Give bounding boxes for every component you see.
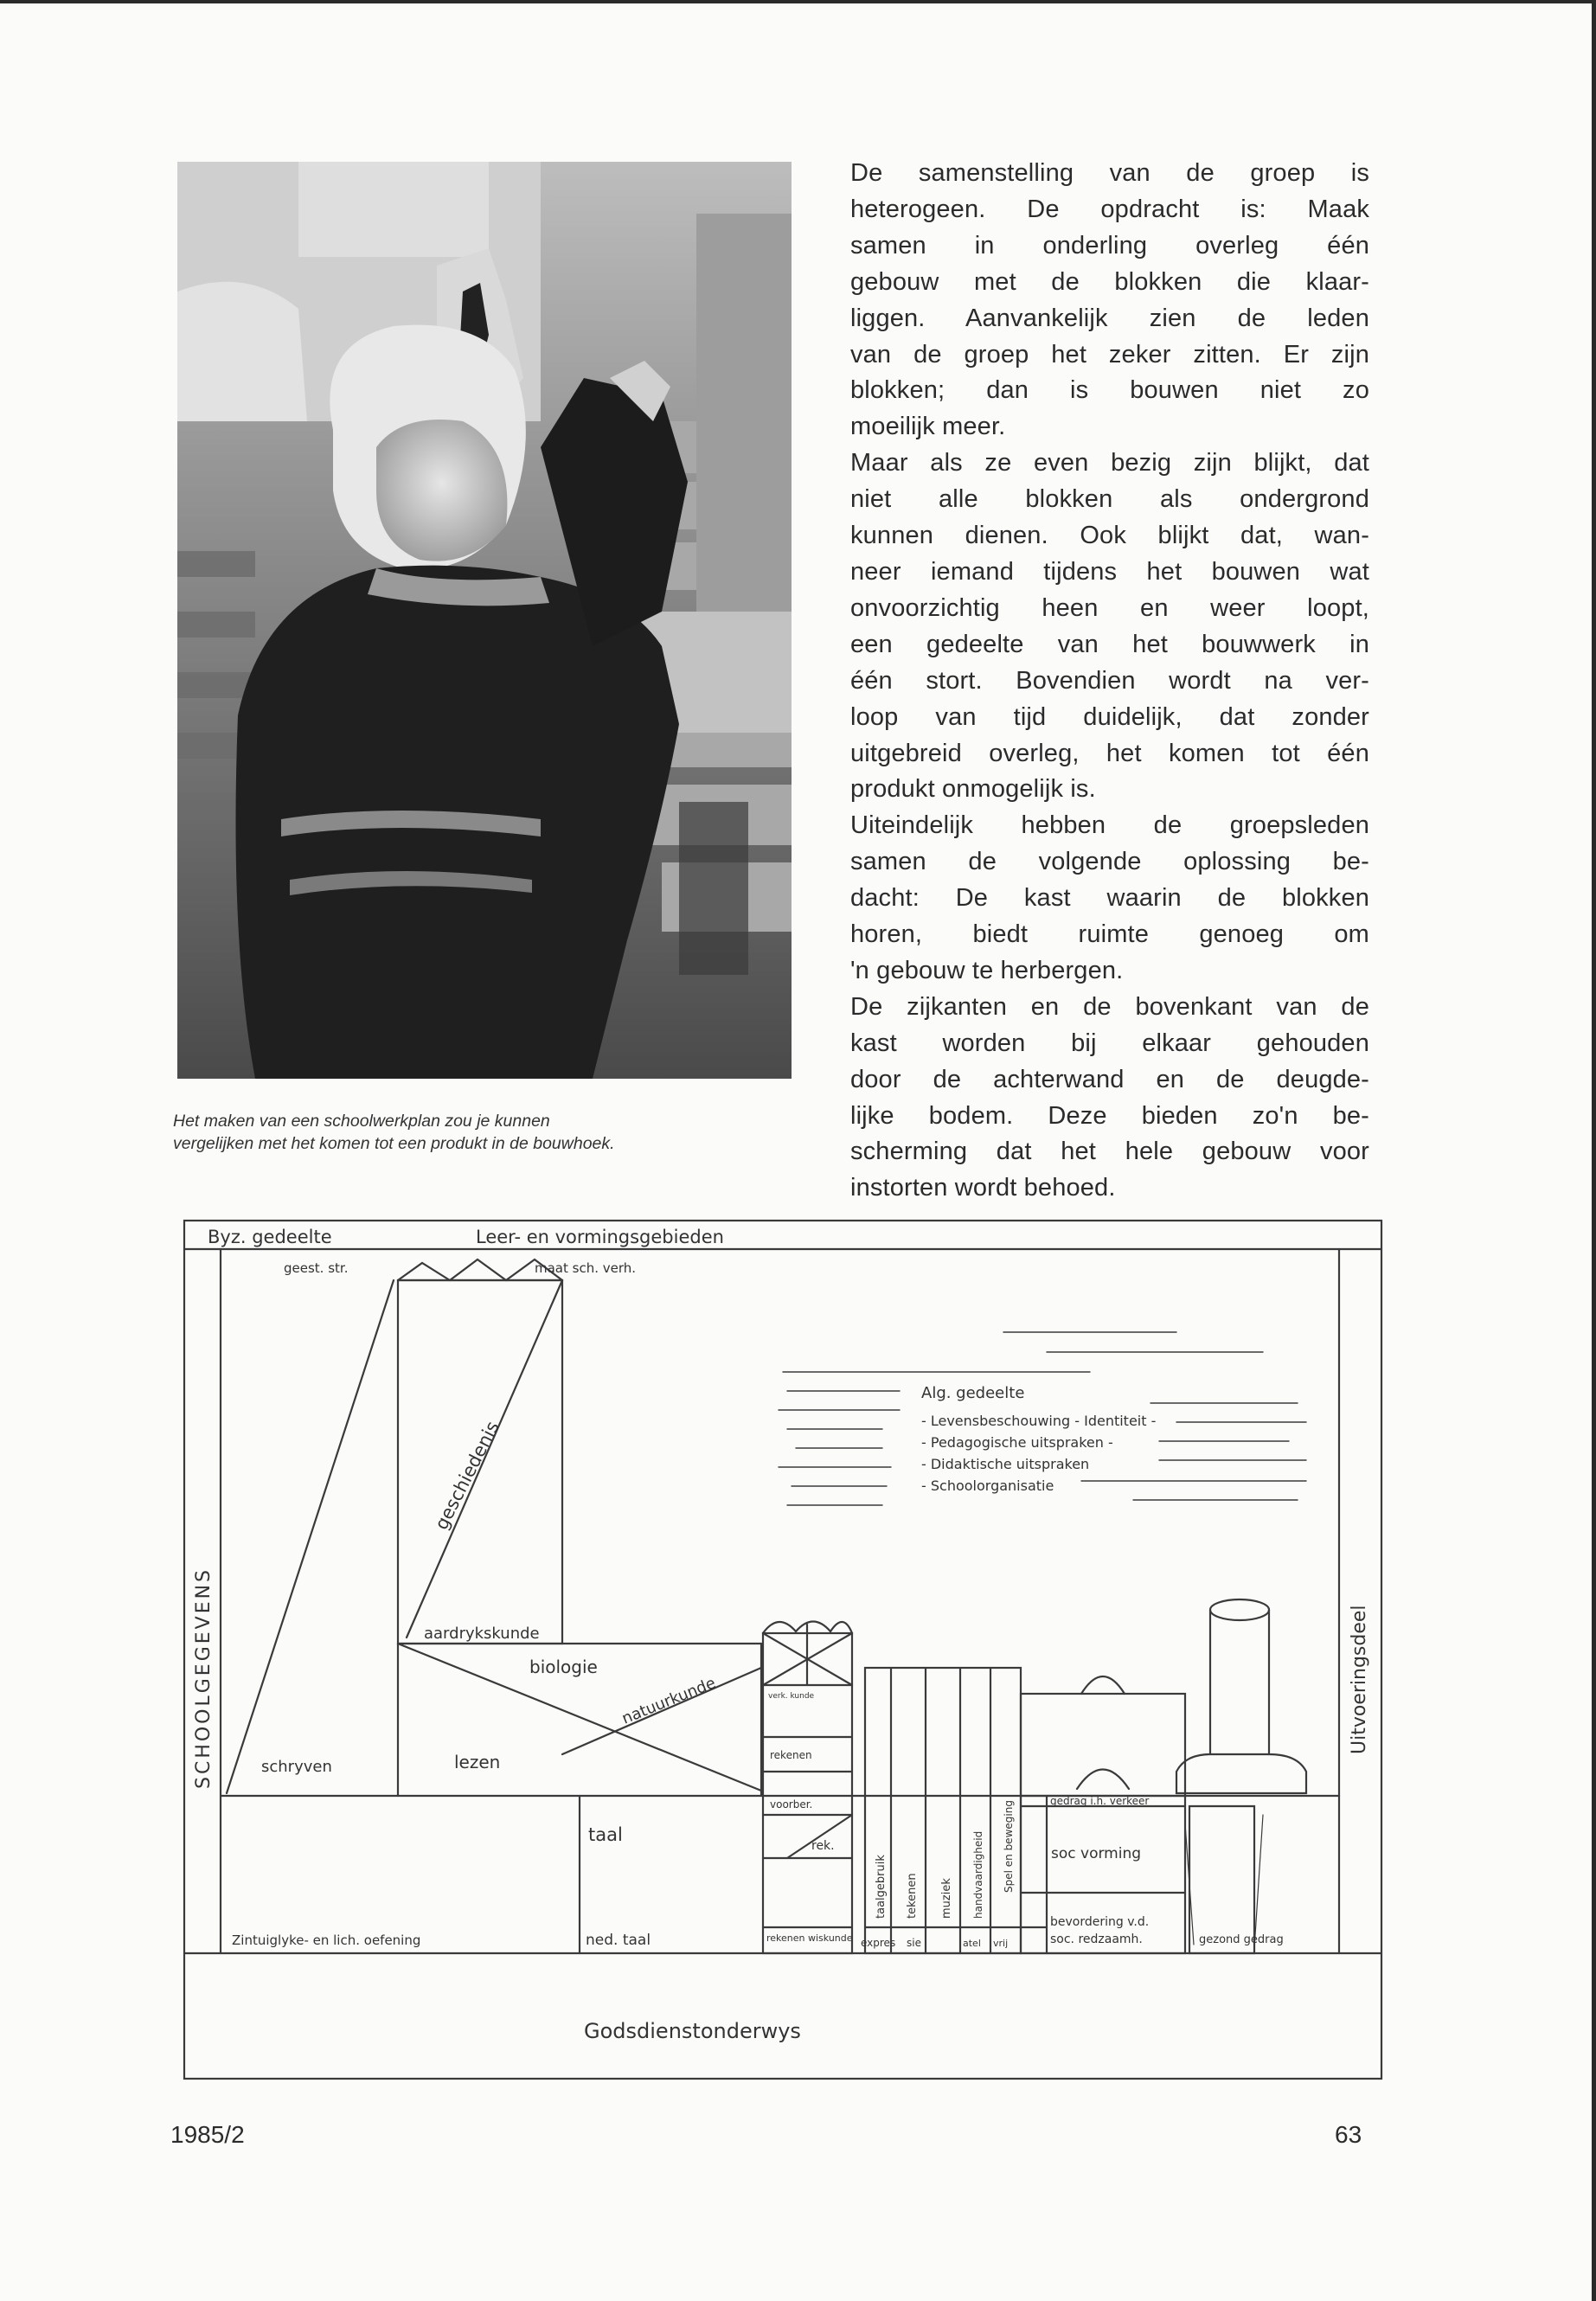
article-paragraph	[850, 990, 1369, 1207]
article-line: scherming dat het hele gebouw voor	[850, 1138, 1369, 1166]
bevordering-label: bevordering v.d.	[1050, 1915, 1150, 1929]
soc-vorming-label: soc vorming	[1051, 1845, 1142, 1862]
aardrijkskunde-label: aardrykskunde	[424, 1625, 540, 1643]
soc-vorming-block	[1021, 1694, 1185, 1953]
alg-item: - Levensbeschouwing - Identiteit -	[921, 1413, 1157, 1429]
diagram-drawing	[182, 1218, 1384, 2081]
sie-label: sie	[907, 1937, 921, 1949]
article-line: neer iemand tijdens het bouwen wat	[850, 557, 1369, 586]
article-line: blokken; dan is bouwen niet zo	[850, 376, 1369, 405]
spel-beweging-label: Spel en beweging	[1003, 1800, 1015, 1893]
article-line: kast worden bij elkaar gehouden	[850, 1029, 1369, 1057]
article-paragraph	[850, 156, 1369, 445]
article-line: samen de volgende oplossing be-	[850, 848, 1369, 876]
atel-label: atel	[963, 1938, 981, 1949]
article-line: door de achterwand en de deugde-	[850, 1065, 1369, 1093]
verkeer-label: verk. kunde	[768, 1692, 815, 1701]
right-side-label: Uitvoeringsdeel	[1349, 1605, 1370, 1754]
article-line: Maar als ze even bezig zijn blijkt, dat	[850, 449, 1369, 478]
diagram-header-left: Byz. gedeelte	[208, 1227, 332, 1247]
geschiedenis-label: geschiedenis	[431, 1418, 503, 1534]
article-line: van de groep het zeker zitten. Er zijn	[850, 340, 1369, 369]
article-line: dacht: De kast waarin de blokken	[850, 884, 1369, 913]
diagram-header-right: Leer- en vormingsgebieden	[476, 1227, 724, 1247]
roof-right-label: maat sch. verh.	[535, 1260, 637, 1276]
article-column	[850, 156, 1369, 1207]
article-line: moeilijk meer.	[850, 413, 1006, 441]
soc-redzaamheid-label: soc. redzaamh.	[1050, 1932, 1143, 1946]
article-line: onvoorzichtig heen en weer loopt,	[850, 593, 1369, 622]
natuurkunde-label: natuurkunde	[619, 1674, 719, 1728]
taal-label: taal	[588, 1824, 623, 1845]
gezond-gedrag-label: gezond gedrag	[1199, 1933, 1284, 1946]
rekenen-wiskunde-label: rekenen wiskunde	[766, 1932, 853, 1944]
article-line: 'n gebouw te herbergen.	[850, 956, 1124, 984]
article-line: De samenstelling van de groep is	[850, 159, 1369, 187]
article-paragraph	[850, 808, 1369, 990]
caption-line: vergelijken met het komen tot een produkt in de bouwhoek.	[173, 1134, 615, 1153]
ned-taal-label: ned. taal	[586, 1932, 651, 1949]
alg-item: - Schoolorganisatie	[921, 1477, 1054, 1494]
expres-label: expres	[861, 1937, 896, 1949]
footer-issue: 1985/2	[170, 2121, 245, 2148]
article-line: liggen. Aanvankelijk zien de leden	[850, 304, 1369, 332]
photo-illustration	[177, 162, 792, 1079]
nrekenen-label: rekenen	[770, 1749, 812, 1761]
taalgebruik-label: taalgebruik	[875, 1855, 888, 1919]
caption-line: Het maken van een schoolwerkplan zou je kunnen	[173, 1112, 550, 1131]
tekenen-label: tekenen	[906, 1873, 919, 1919]
article-line: samen in onderling overleg één	[850, 231, 1369, 260]
article-paragraph	[850, 445, 1369, 808]
article-line: produkt onmogelijk is.	[850, 775, 1096, 804]
article-line: kunnen dienen. Ook blijkt dat, wan-	[850, 522, 1369, 550]
alg-item: - Pedagogische uitspraken -	[921, 1434, 1113, 1451]
article-line: De zijkanten en de bovenkant van de	[850, 992, 1369, 1021]
article-line: lijke bodem. Deze bieden zo'n be-	[850, 1101, 1369, 1130]
alg-gedeelte-title: Alg. gedeelte	[921, 1384, 1025, 1402]
article-line: één stort. Bovendien wordt na ver-	[850, 666, 1369, 695]
diagram-frame	[184, 1221, 1381, 2079]
roof-left-label: geest. str.	[284, 1260, 349, 1276]
zintuiglijke-label: Zintuiglyke- en lich. oefening	[232, 1932, 421, 1948]
gezond-gedrag-block	[1189, 1806, 1254, 1953]
left-side-label: SCHOOLGEGEVENS	[193, 1567, 215, 1789]
bottom-label: Godsdienstonderwys	[584, 2019, 801, 2043]
vrij-label: vrij	[993, 1938, 1009, 1949]
schoolwerkplan-diagram	[182, 1218, 1384, 2081]
photo-boy-building-blocks	[177, 162, 792, 1079]
article-line: een gedeelte van het bouwwerk in	[850, 630, 1369, 658]
rek-label: rek.	[811, 1839, 835, 1853]
article-line: gebouw met de blokken die klaar-	[850, 267, 1369, 296]
article-line: instorten wordt behoed.	[850, 1174, 1116, 1202]
schryven-label: schryven	[261, 1758, 332, 1776]
footer-page-number: 63	[1335, 2121, 1362, 2148]
lezen-label: lezen	[454, 1752, 501, 1772]
article-line: heterogeen. De opdracht is: Maak	[850, 195, 1369, 223]
muziek-label: muziek	[940, 1878, 953, 1919]
article-line: uitgebreid overleg, het komen tot één	[850, 739, 1369, 767]
article-line: horen, biedt ruimte genoeg om	[850, 920, 1369, 949]
article-line: loop van tijd duidelijk, dat zonder	[850, 702, 1369, 731]
gedrag-verkeer-label: gedrag i.h. verkeer	[1050, 1795, 1150, 1807]
biologie-label: biologie	[529, 1657, 598, 1677]
handvaardigheid-label: handvaardigheid	[972, 1830, 984, 1919]
alg-item: - Didaktische uitspraken	[921, 1456, 1090, 1472]
article-line: Uiteindelijk hebben de groepsleden	[850, 811, 1369, 840]
article-line: niet alle blokken als ondergrond	[850, 485, 1369, 514]
voorber-label: voorber.	[770, 1798, 813, 1811]
photo-caption	[173, 1110, 813, 1155]
